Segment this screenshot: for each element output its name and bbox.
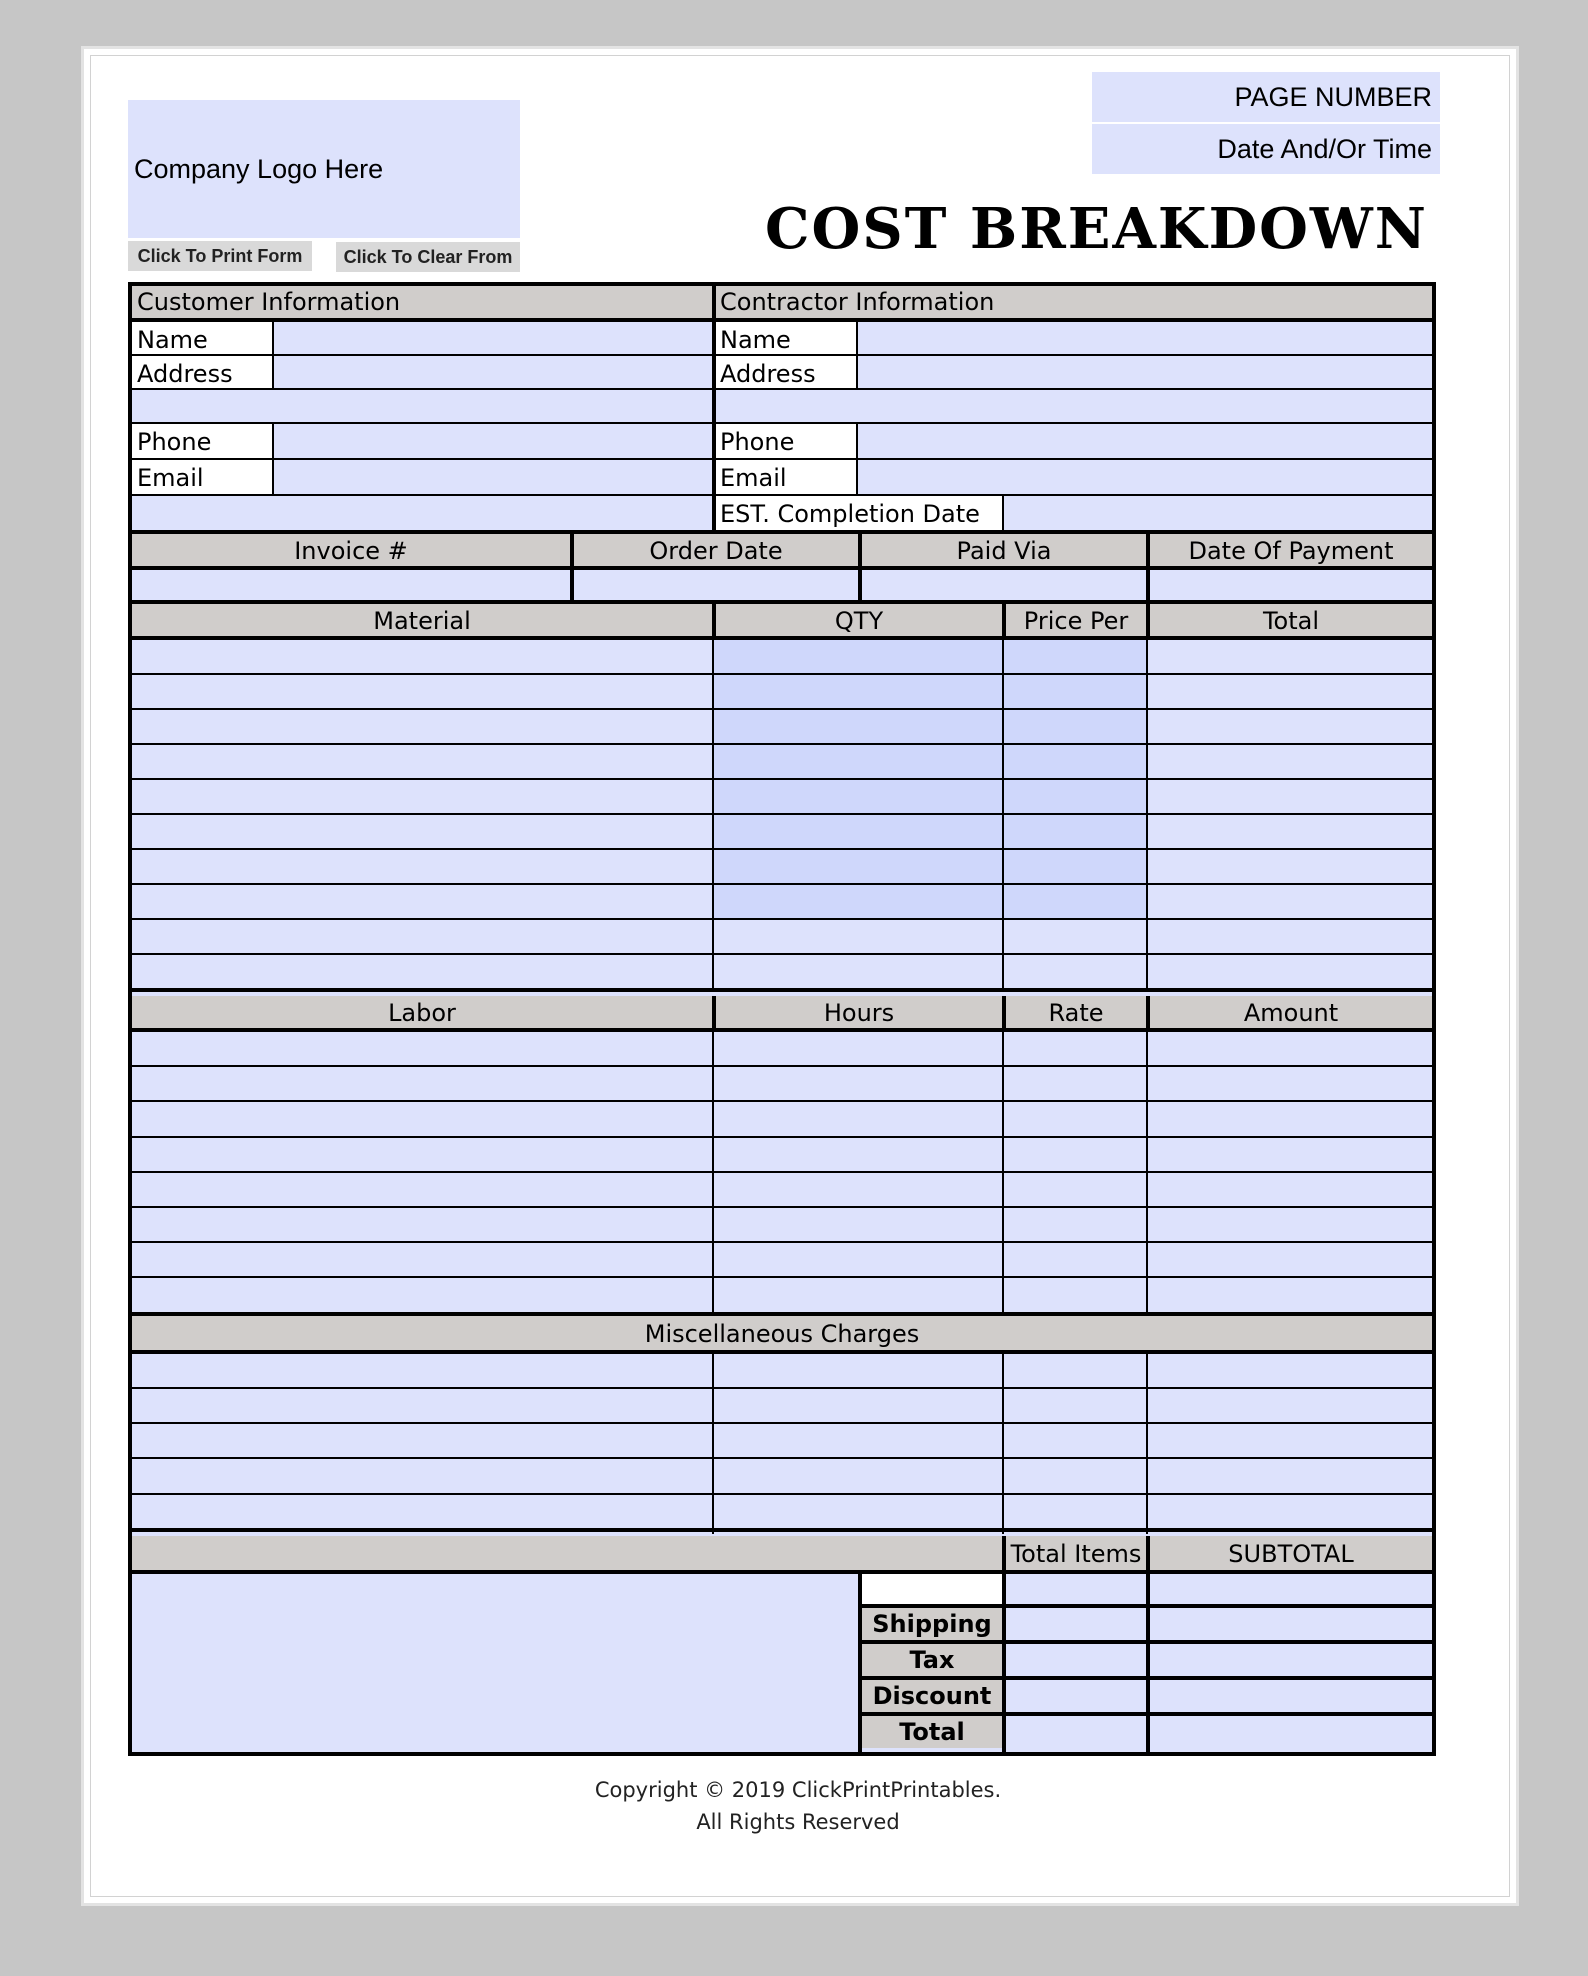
subtotal-label: SUBTOTAL — [1228, 1540, 1354, 1568]
misc-cell[interactable] — [1148, 1354, 1432, 1387]
customer-field-input[interactable] — [276, 356, 712, 388]
date-time-field[interactable]: Date And/Or Time — [1092, 124, 1440, 174]
material-cell[interactable] — [1148, 745, 1432, 778]
material-cell[interactable] — [1004, 955, 1146, 988]
footer — [128, 1774, 1468, 1838]
material-cell[interactable] — [1148, 780, 1432, 813]
material-cell[interactable] — [714, 745, 1002, 778]
contractor-field-label: Name — [720, 326, 791, 354]
customer-field-input[interactable] — [276, 424, 712, 458]
column-divider — [712, 640, 714, 990]
misc-cell[interactable] — [132, 1495, 712, 1528]
labor-cell[interactable] — [714, 1173, 1002, 1206]
material-cell[interactable] — [714, 885, 1002, 918]
labor-cell[interactable] — [714, 1102, 1002, 1135]
row-divider — [132, 566, 1432, 570]
misc-cell[interactable] — [714, 1495, 1002, 1528]
material-cell[interactable] — [1004, 675, 1146, 708]
labor-cell[interactable] — [1148, 1208, 1432, 1241]
column-divider — [712, 1354, 714, 1534]
material-cell[interactable] — [1004, 640, 1146, 673]
material-cell[interactable] — [1004, 920, 1146, 953]
material-cell[interactable] — [132, 815, 712, 848]
row-divider — [132, 1528, 1432, 1532]
subtotal-value[interactable] — [1150, 1608, 1432, 1638]
material-cell[interactable] — [714, 780, 1002, 813]
material-cell[interactable] — [714, 710, 1002, 743]
misc-cell[interactable] — [1148, 1460, 1432, 1493]
labor-cell[interactable] — [1148, 1278, 1432, 1311]
misc-cell[interactable] — [132, 1460, 712, 1493]
labor-cell[interactable] — [1004, 1278, 1146, 1311]
total-items-value[interactable] — [1006, 1716, 1146, 1746]
material-cell[interactable] — [1004, 815, 1146, 848]
labor-cell[interactable] — [1004, 1208, 1146, 1241]
labor-cell[interactable] — [132, 1032, 712, 1065]
total-items-value[interactable] — [1006, 1608, 1146, 1638]
rights-text: All Rights Reserved — [696, 1810, 900, 1834]
customer-field-label: Phone — [137, 428, 212, 456]
labor-cell[interactable] — [1148, 1243, 1432, 1276]
material-cell[interactable] — [714, 815, 1002, 848]
labor-header-label: Labor — [388, 999, 456, 1027]
material-cell[interactable] — [714, 675, 1002, 708]
material-cell[interactable] — [1148, 885, 1432, 918]
labor-cell[interactable] — [132, 1138, 712, 1171]
labor-cell[interactable] — [1148, 1067, 1432, 1100]
material-cell[interactable] — [714, 920, 1002, 953]
misc-cell[interactable] — [714, 1389, 1002, 1422]
column-divider — [1002, 604, 1006, 638]
material-header-label: Total — [1262, 607, 1320, 635]
labor-cell[interactable] — [714, 1138, 1002, 1171]
row-divider — [132, 1312, 1432, 1316]
logo-placeholder-text: Company Logo Here — [134, 154, 384, 184]
misc-cell[interactable] — [1004, 1495, 1146, 1528]
labor-cell[interactable] — [1004, 1102, 1146, 1135]
material-cell[interactable] — [132, 885, 712, 918]
material-cell[interactable] — [132, 955, 712, 988]
subtotal-value[interactable] — [1150, 1680, 1432, 1710]
material-cell[interactable] — [132, 745, 712, 778]
material-cell[interactable] — [1148, 675, 1432, 708]
contractor-field-input[interactable] — [860, 460, 1432, 494]
completion-date-label: EST. Completion Date — [720, 500, 980, 528]
misc-cell[interactable] — [1148, 1495, 1432, 1528]
material-cell[interactable] — [1148, 955, 1432, 988]
misc-cell[interactable] — [1004, 1354, 1146, 1387]
column-divider — [712, 604, 716, 638]
misc-cell[interactable] — [132, 1389, 712, 1422]
column-divider — [1002, 640, 1004, 990]
print-form-button[interactable]: Click To Print Form — [128, 241, 312, 271]
invoice-field-input[interactable] — [574, 572, 858, 602]
misc-charges-heading: Miscellaneous Charges — [644, 1320, 920, 1348]
completion-date-input[interactable] — [1006, 496, 1432, 530]
contractor-field-label: Address — [720, 360, 816, 388]
invoice-field-input[interactable] — [132, 572, 570, 602]
material-header-label: Material — [373, 607, 471, 635]
invoice-header-label: Invoice # — [294, 537, 408, 565]
customer-field-label: Name — [137, 326, 208, 354]
misc-cell[interactable] — [714, 1424, 1002, 1457]
customer-field-label: Address — [137, 360, 233, 388]
contractor-field-label: Email — [720, 464, 787, 492]
subtotal-value[interactable] — [1150, 1574, 1432, 1604]
misc-cell[interactable] — [714, 1354, 1002, 1387]
column-divider — [1146, 640, 1148, 990]
total-items-value[interactable] — [1006, 1680, 1146, 1710]
contractor-field-input[interactable] — [860, 424, 1432, 458]
contractor-field-input[interactable] — [860, 322, 1432, 354]
totals-label: Shipping — [872, 1610, 992, 1638]
totals-label: Tax — [909, 1646, 955, 1674]
total-items-label: Total Items — [1010, 1540, 1142, 1568]
labor-cell[interactable] — [1004, 1243, 1146, 1276]
contractor-field-label: Phone — [720, 428, 795, 456]
labor-cell[interactable] — [132, 1208, 712, 1241]
labor-cell[interactable] — [714, 1278, 1002, 1311]
total-items-value[interactable] — [1006, 1574, 1146, 1604]
misc-cell[interactable] — [1148, 1424, 1432, 1457]
labor-cell[interactable] — [714, 1243, 1002, 1276]
column-divider — [712, 1032, 714, 1314]
material-cell[interactable] — [132, 640, 712, 673]
row-divider — [132, 988, 1432, 992]
labor-cell[interactable] — [132, 1067, 712, 1100]
customer-field-label: Email — [137, 464, 204, 492]
invoice-field-input[interactable] — [1150, 572, 1432, 602]
clear-form-button[interactable]: Click To Clear From — [336, 242, 520, 272]
labor-header-label: Amount — [1243, 999, 1339, 1027]
misc-cell[interactable] — [132, 1424, 712, 1457]
subtotal-value[interactable] — [1150, 1716, 1432, 1746]
row-divider — [132, 422, 1432, 424]
column-divider — [1002, 1032, 1004, 1314]
material-cell[interactable] — [1004, 850, 1146, 883]
customer-info-heading: Customer Information — [137, 288, 401, 316]
labor-cell[interactable] — [132, 1278, 712, 1311]
misc-cell[interactable] — [1004, 1424, 1146, 1457]
labor-header-label: Rate — [1048, 999, 1104, 1027]
row-divider — [132, 354, 1432, 356]
invoice-header-label: Paid Via — [956, 537, 1052, 565]
material-header-label: QTY — [834, 607, 884, 635]
misc-cell[interactable] — [714, 1460, 1002, 1493]
totals-header-blank — [132, 1536, 1002, 1570]
material-cell[interactable] — [1004, 885, 1146, 918]
material-cell[interactable] — [1004, 780, 1146, 813]
contractor-field-input[interactable] — [860, 356, 1432, 388]
column-divider — [1002, 1354, 1004, 1534]
material-cell[interactable] — [132, 850, 712, 883]
labor-cell[interactable] — [714, 1208, 1002, 1241]
labor-cell[interactable] — [1148, 1102, 1432, 1135]
column-divider — [1146, 604, 1150, 638]
material-cell[interactable] — [132, 675, 712, 708]
material-cell[interactable] — [132, 780, 712, 813]
material-cell[interactable] — [1148, 710, 1432, 743]
material-cell[interactable] — [1148, 815, 1432, 848]
totals-label: Discount — [872, 1682, 992, 1710]
labor-cell[interactable] — [132, 1173, 712, 1206]
labor-cell[interactable] — [1004, 1173, 1146, 1206]
material-header-label: Price Per — [1023, 607, 1129, 635]
column-divider — [1146, 996, 1150, 1030]
column-divider — [1146, 1032, 1148, 1314]
row-divider — [132, 388, 1432, 390]
labor-cell[interactable] — [1148, 1032, 1432, 1065]
subtotal-value[interactable] — [1150, 1644, 1432, 1674]
page-number-field[interactable]: PAGE NUMBER — [1092, 72, 1440, 122]
copyright-text: Copyright © 2019 ClickPrintPrintables. — [594, 1778, 1002, 1802]
labor-cell[interactable] — [1148, 1138, 1432, 1171]
material-cell[interactable] — [1004, 745, 1146, 778]
labor-header-label: Hours — [823, 999, 895, 1027]
misc-cell[interactable] — [1148, 1389, 1432, 1422]
labor-cell[interactable] — [1004, 1032, 1146, 1065]
material-cell[interactable] — [132, 920, 712, 953]
column-divider — [1002, 996, 1006, 1030]
material-cell[interactable] — [132, 710, 712, 743]
invoice-header-label: Date Of Payment — [1188, 537, 1394, 565]
column-divider — [1002, 1536, 1006, 1570]
customer-field-input[interactable] — [276, 460, 712, 494]
totals-blank-label — [862, 1574, 1002, 1604]
invoice-header-label: Order Date — [649, 537, 783, 565]
labor-cell[interactable] — [1148, 1173, 1432, 1206]
labor-cell[interactable] — [1004, 1138, 1146, 1171]
page-title: COST BREAKDOWN — [764, 196, 1428, 262]
row-divider — [132, 458, 1432, 460]
labor-cell[interactable] — [714, 1032, 1002, 1065]
material-cell[interactable] — [714, 850, 1002, 883]
material-cell[interactable] — [1004, 710, 1146, 743]
material-cell[interactable] — [1148, 850, 1432, 883]
material-cell[interactable] — [714, 640, 1002, 673]
labor-cell[interactable] — [132, 1102, 712, 1135]
notes-field[interactable] — [132, 1574, 858, 1752]
material-cell[interactable] — [1148, 640, 1432, 673]
misc-cell[interactable] — [132, 1354, 712, 1387]
totals-label: Total — [899, 1718, 965, 1746]
customer-field-input[interactable] — [276, 322, 712, 354]
contractor-info-heading: Contractor Information — [720, 288, 995, 316]
labor-cell[interactable] — [1004, 1067, 1146, 1100]
labor-cell[interactable] — [132, 1243, 712, 1276]
material-cell[interactable] — [714, 955, 1002, 988]
column-divider — [712, 996, 716, 1030]
misc-cell[interactable] — [1004, 1389, 1146, 1422]
total-items-value[interactable] — [1006, 1644, 1146, 1674]
column-divider — [1146, 1354, 1148, 1534]
material-cell[interactable] — [1148, 920, 1432, 953]
labor-cell[interactable] — [714, 1067, 1002, 1100]
misc-cell[interactable] — [1004, 1460, 1146, 1493]
invoice-field-input[interactable] — [862, 572, 1146, 602]
